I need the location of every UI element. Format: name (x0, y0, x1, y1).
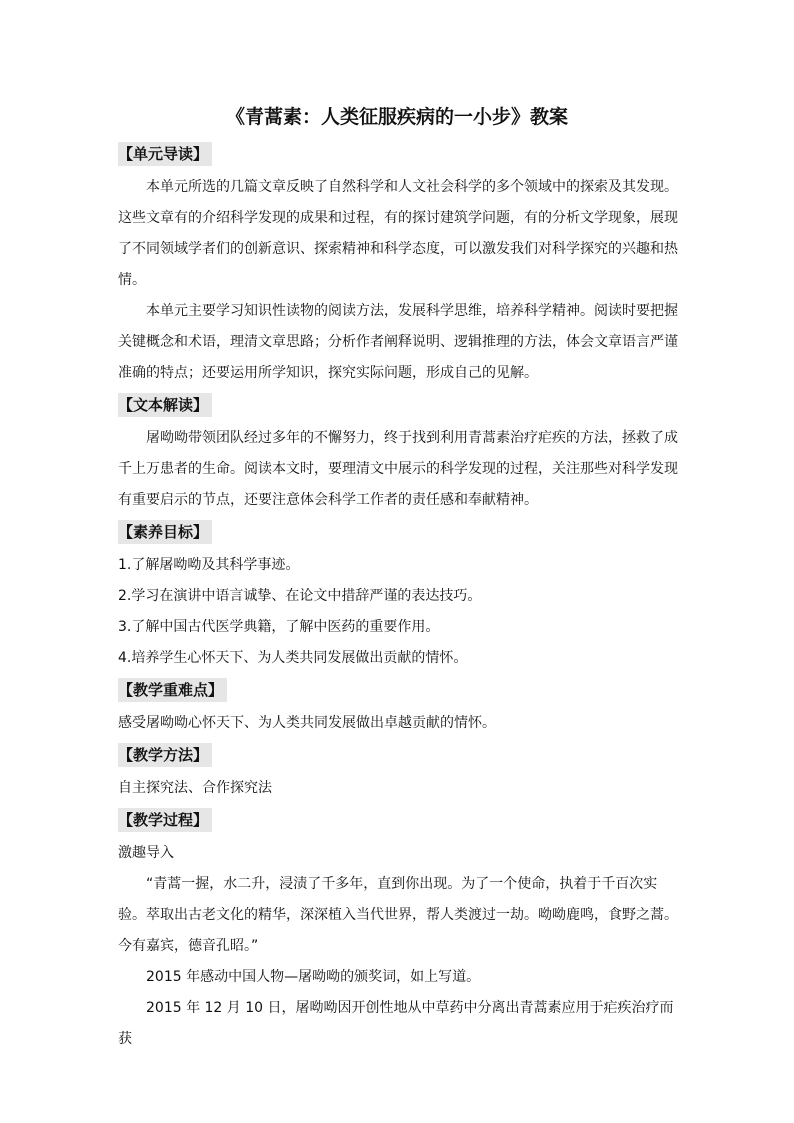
section-heading-methods: 【教学方法】 (118, 743, 212, 767)
section-heading-process: 【教学过程】 (118, 808, 212, 832)
paragraph: 2015 年感动中国人物—屠呦呦的颁奖词，如上写道。 (146, 969, 481, 985)
section-heading-goals: 【素养目标】 (118, 520, 212, 544)
section-heading-unit-intro: 【单元导读】 (118, 142, 212, 166)
section-heading-text-reading: 【文本解读】 (118, 393, 212, 417)
paragraph: 2015 年 12 月 10 日，屠呦呦因开创性地从中草药中分离出青蒿素应用于疟疾治疗而获 (118, 1000, 674, 1047)
subheading: 激趣导入 (118, 845, 174, 861)
quote-paragraph: “青蒿一握，水二升，浸渍了千多年，直到你出现。为了一个使命，执着于千百次实验。萃取出古老文化的精华，深深植入当代世界，帮人类渡过一劫。呦呦鹿鸣，食野之蒿。今有嘉宾，德音孔昭。” (118, 876, 678, 954)
paragraph: 本单元所选的几篇文章反映了自然科学和人文社会科学的多个领域中的探索及其发现。这些文章有的介绍科学发现的成果和过程，有的探讨建筑学问题，有的分析文学现象，展现了不同领域学者们的创新意识、探索精神和科学态度，可以激发我们对科学探究的兴趣和热情。 (118, 179, 678, 288)
section-heading-key-points: 【教学重难点】 (118, 678, 227, 702)
paragraph: 自主探究法、合作探究法 (118, 780, 272, 796)
document-title: 《青蒿素：人类征服疾病的一小步》教案 (225, 106, 568, 128)
list-item: 2.学习在演讲中语言诚挚、在论文中措辞严谨的表达技巧。 (118, 588, 482, 604)
paragraph: 屠呦呦带领团队经过多年的不懈努力，终于找到利用青蒿素治疗疟疾的方法，拯救了成千上万患者的生命。阅读本文时，要理清文中展示的科学发现的过程，关注那些对科学发现有重要启示的节点，还要注意体会科学工作者的责任感和奉献精神。 (118, 430, 678, 508)
list-item: 1.了解屠呦呦及其科学事迹。 (118, 557, 300, 573)
paragraph: 本单元主要学习知识性读物的阅读方法，发展科学思维，培养科学精神。阅读时要把握关键概念和术语，理清文章思路；分析作者阐释说明、逻辑推理的方法，体会文章语言严谨准确的特点；还要运用所学知识，探究实际问题，形成自己的见解。 (118, 303, 678, 381)
list-item: 4.培养学生心怀天下、为人类共同发展做出贡献的情怀。 (118, 650, 468, 666)
list-item: 3.了解中国古代医学典籍，了解中医药的重要作用。 (118, 619, 440, 635)
paragraph: 感受屠呦呦心怀天下、为人类共同发展做出卓越贡献的情怀。 (118, 715, 496, 731)
document-body (118, 142, 678, 1055)
